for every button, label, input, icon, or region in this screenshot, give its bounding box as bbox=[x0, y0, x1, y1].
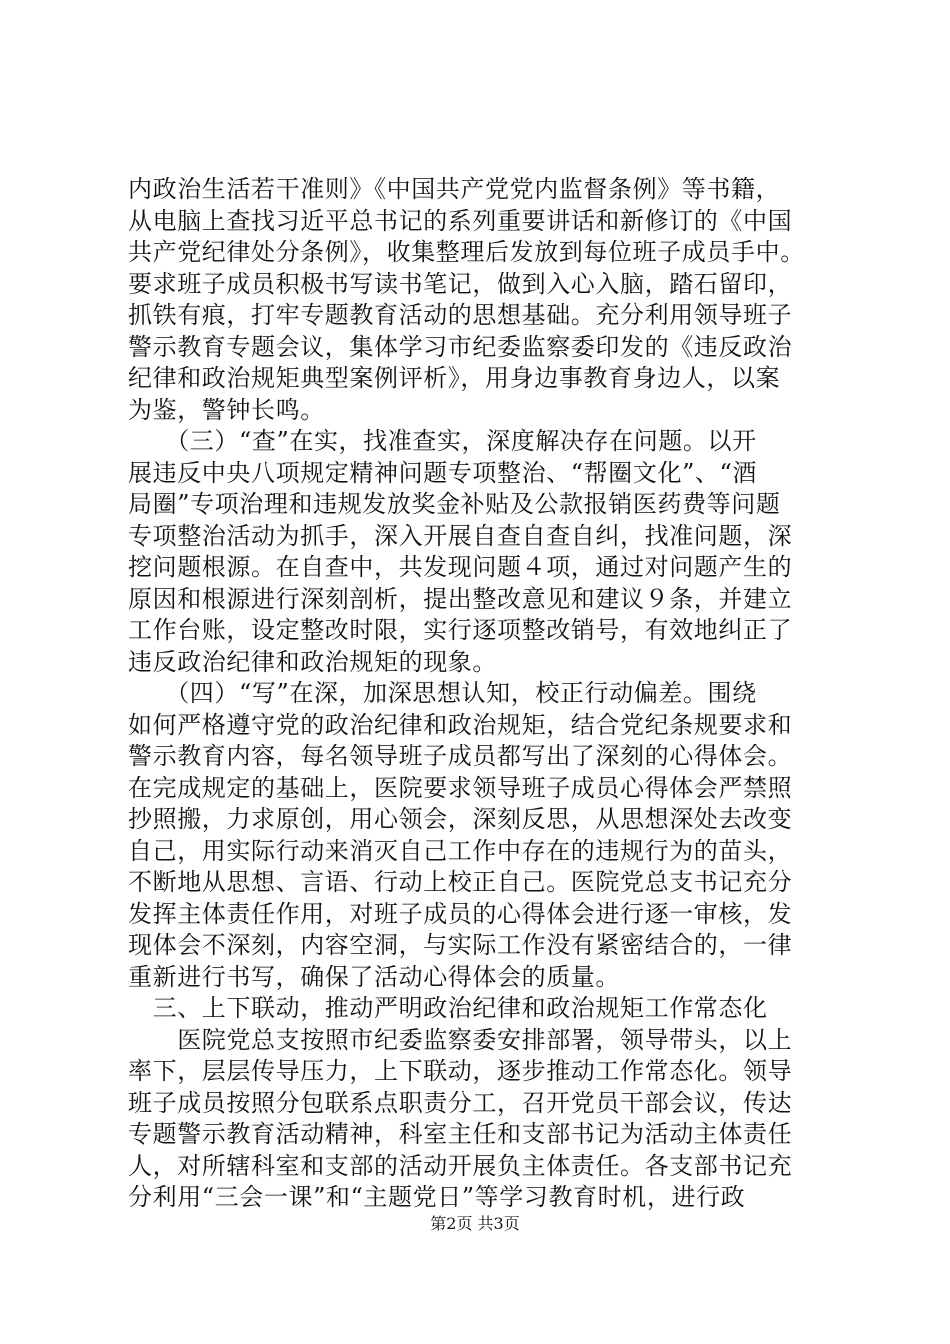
page-number-footer: 第2页 共3页 bbox=[430, 1214, 520, 1233]
text-line: 不断地从思想、言语、行动上校正自己。医院党总支书记充分 bbox=[128, 868, 793, 896]
text-line: 现体会不深刻，内容空洞，与实际工作没有紧密结合的，一律 bbox=[128, 931, 793, 959]
text-line: 人，对所辖科室和支部的活动开展负主体责任。各支部书记充 bbox=[128, 1151, 793, 1180]
text-line: 警示教育内容，每名领导班子成员都写出了深刻的心得体会。 bbox=[128, 742, 793, 770]
text-line: 挖问题根源。在自查中，共发现问题４项，通过对问题产生的 bbox=[128, 553, 793, 581]
text-line: 共产党纪律处分条例》，收集整理后发放到每位班子成员手中。 bbox=[128, 238, 805, 266]
text-line: （三）“查”在实，找准查实，深度解决存在问题。以开 bbox=[128, 427, 757, 455]
text-line: 发挥主体责任作用，对班子成员的心得体会进行逐一审核，发 bbox=[128, 899, 793, 928]
text-line: 要求班子成员积极书写读书笔记，做到入心入脑，踏石留印， bbox=[128, 269, 793, 298]
text-line: 重新进行书写，确保了活动心得体会的质量。 bbox=[128, 962, 620, 991]
text-line: 专题警示教育活动精神，科室主任和支部书记为活动主体责任 bbox=[128, 1120, 793, 1148]
text-line: 原因和根源进行深刻剖析，提出整改意见和建议９条，并建立 bbox=[128, 584, 793, 613]
section-heading: 三、上下联动，推动严明政治纪律和政治规矩工作常态化 bbox=[128, 994, 768, 1022]
text-line: 班子成员按照分包联系点职责分工，召开党员干部会议，传达 bbox=[128, 1088, 793, 1117]
text-line: 专项整治活动为抓手，深入开展自查自查自纠，找准问题，深 bbox=[128, 521, 793, 550]
text-line: （四）“写”在深，加深思想认知，校正行动偏差。围绕 bbox=[128, 679, 757, 707]
text-line: 警示教育专题会议，集体学习市纪委监察委印发的《违反政治 bbox=[128, 332, 793, 361]
text-line: 违反政治纪律和政治规矩的现象。 bbox=[128, 647, 497, 676]
text-line: 抓铁有痕，打牢专题教育活动的思想基础。充分利用领导班子 bbox=[128, 301, 793, 329]
text-line: 纪律和政治规矩典型案例评析》，用身边事教育身边人，以案 bbox=[128, 364, 781, 392]
text-line: 为鉴，警钟长鸣。 bbox=[128, 395, 325, 424]
text-line: 抄照搬，力求原创，用心领会，深刻反思，从思想深处去改变 bbox=[128, 805, 793, 833]
text-line: 工作台账，设定整改时限，实行逐项整改销号，有效地纠正了 bbox=[128, 616, 793, 644]
text-line: 内政治生活若干准则》《中国共产党党内监督条例》等书籍， bbox=[128, 175, 781, 203]
text-line: 如何严格遵守党的政治纪律和政治规矩，结合党纪条规要求和 bbox=[128, 710, 793, 739]
text-line: 分利用“三会一课”和“主题党日”等学习教育时机，进行政 bbox=[128, 1183, 746, 1211]
text-line: 医院党总支按照市纪委监察委安排部署，领导带头，以上 bbox=[128, 1025, 793, 1054]
text-line: 自己，用实际行动来消灭自己工作中存在的违规行为的苗头， bbox=[128, 836, 793, 865]
text-line: 展违反中央八项规定精神问题专项整治、“帮圈文化”、“酒 bbox=[128, 458, 758, 487]
body-text bbox=[128, 174, 828, 1214]
text-line: 在完成规定的基础上，医院要求领导班子成员心得体会严禁照 bbox=[128, 773, 793, 802]
text-line: 局圈”专项治理和违规发放奖金补贴及公款报销医药费等问题 bbox=[128, 490, 781, 518]
text-line: 率下，层层传导压力，上下联动，逐步推动工作常态化。领导 bbox=[128, 1057, 793, 1085]
text-line: 从电脑上查找习近平总书记的系列重要讲话和新修订的《中国 bbox=[128, 206, 793, 235]
